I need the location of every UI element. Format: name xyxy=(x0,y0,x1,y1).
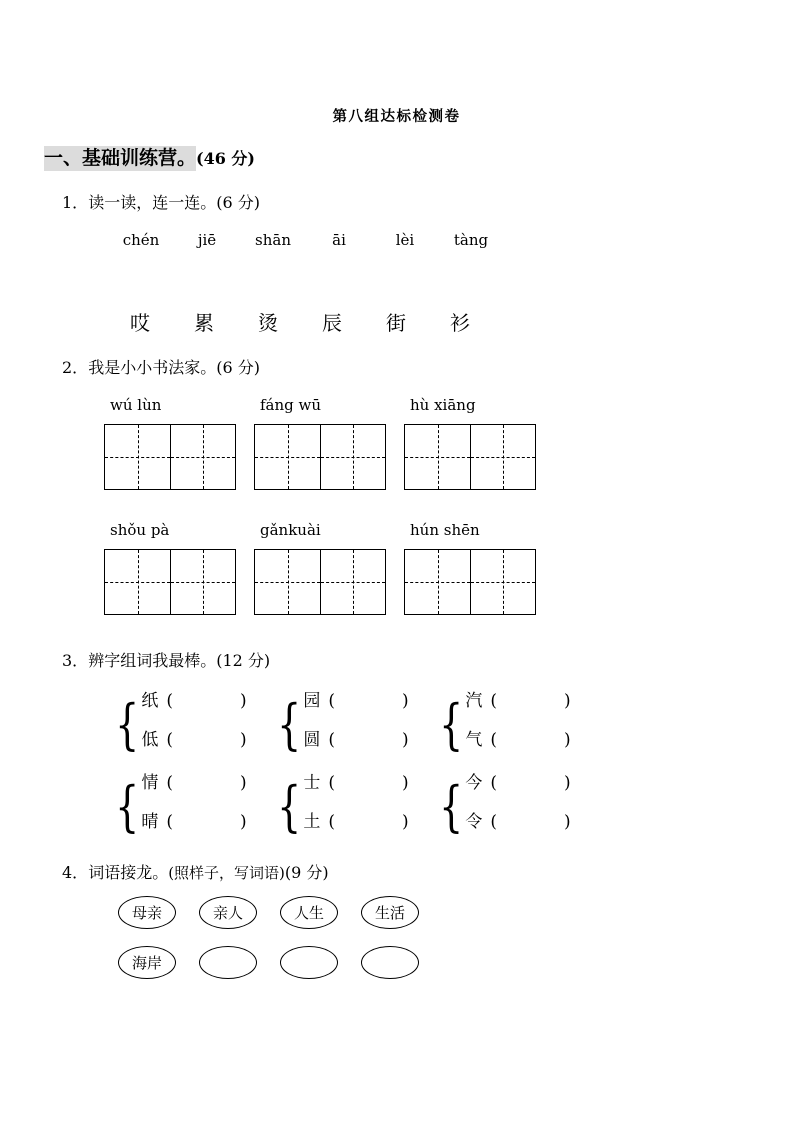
question-3-heading xyxy=(62,648,270,671)
section-heading xyxy=(44,148,255,170)
character-item: 哎 xyxy=(130,311,150,335)
question-2-heading xyxy=(62,355,260,378)
brace-icon: { xyxy=(277,693,302,757)
character-pair-row xyxy=(141,807,246,846)
answer-paren-open: ( xyxy=(490,691,497,711)
answer-paren-open: ( xyxy=(328,730,335,750)
answer-paren-close: ) xyxy=(564,773,571,793)
character-pair-group xyxy=(434,768,571,846)
grid-cell[interactable] xyxy=(170,425,235,489)
brace-icon: { xyxy=(439,775,464,839)
character-item: 烫 xyxy=(258,311,278,335)
character-item: 累 xyxy=(194,311,214,335)
grid-pinyin-label: hún shēn xyxy=(410,521,480,539)
word-chain-row xyxy=(118,896,419,929)
writing-grid-block xyxy=(104,521,236,615)
pair-character: 气 xyxy=(465,730,483,750)
pinyin-item: shān xyxy=(255,231,291,249)
answer-paren-close: ) xyxy=(240,730,247,750)
word-chain-bubble-empty[interactable] xyxy=(361,946,419,979)
pinyin-item: tàng xyxy=(453,231,489,249)
answer-paren-open: ( xyxy=(328,773,335,793)
page-title: 第八组达标检测卷 xyxy=(332,108,461,125)
grid-cell[interactable] xyxy=(105,550,170,614)
question-2-points: (6 分) xyxy=(216,358,260,377)
pinyin-item: jiē xyxy=(197,231,217,249)
question-1-character-row xyxy=(108,307,493,336)
grid-cell[interactable] xyxy=(170,550,235,614)
answer-paren-open: ( xyxy=(166,812,173,832)
question-4-points: (9 分) xyxy=(284,863,329,882)
word-chain-bubble[interactable]: 海岸 xyxy=(118,946,176,979)
pinyin-item: āi xyxy=(332,231,346,249)
character-pair-row xyxy=(141,725,246,764)
pair-character: 纸 xyxy=(141,691,159,711)
writing-grid-block xyxy=(104,396,236,490)
answer-paren-open: ( xyxy=(328,812,335,832)
answer-paren-open: ( xyxy=(166,773,173,793)
writing-grid-block xyxy=(254,396,386,490)
character-pair-group xyxy=(272,768,409,846)
question-2-number: 2． xyxy=(62,358,89,377)
answer-paren-open: ( xyxy=(490,730,497,750)
grid-cell[interactable] xyxy=(320,425,385,489)
character-pair-row xyxy=(141,686,246,725)
question-1-number: 1． xyxy=(62,193,89,212)
pinyin-item: chén xyxy=(122,231,160,249)
grid-pinyin-label: wú lùn xyxy=(110,396,162,414)
word-chain-bubble-empty[interactable] xyxy=(199,946,257,979)
answer-paren-close: ) xyxy=(402,773,409,793)
answer-paren-open: ( xyxy=(490,812,497,832)
answer-paren-open: ( xyxy=(166,730,173,750)
tianzige-grid[interactable] xyxy=(404,424,536,490)
character-pair-group xyxy=(110,768,247,846)
word-chain-bubble[interactable]: 生活 xyxy=(361,896,419,929)
question-1-pinyin-row xyxy=(108,231,508,249)
answer-paren-close: ) xyxy=(564,730,571,750)
pair-character: 圆 xyxy=(303,730,321,750)
question-1-heading xyxy=(62,190,260,213)
tianzige-grid[interactable] xyxy=(104,424,236,490)
grid-cell[interactable] xyxy=(105,425,170,489)
word-chain-bubble[interactable]: 人生 xyxy=(280,896,338,929)
tianzige-grid[interactable] xyxy=(404,549,536,615)
answer-paren-close: ) xyxy=(240,773,247,793)
pinyin-item: lèi xyxy=(395,231,415,249)
question-2-title: 我是小小书法家。 xyxy=(88,358,217,377)
brace-icon: { xyxy=(439,693,464,757)
grid-cell[interactable] xyxy=(405,425,470,489)
question-3-points: (12 分) xyxy=(216,651,271,670)
character-pair-row xyxy=(303,807,408,846)
question-3-title: 辨字组词我最棒。 xyxy=(88,651,217,670)
grid-pinyin-label: gǎnkuài xyxy=(260,521,321,539)
answer-paren-close: ) xyxy=(240,691,247,711)
character-pair-row xyxy=(465,768,570,807)
question-1-title: 读一读，连一连。 xyxy=(88,193,217,212)
section-heading-points: (46 分) xyxy=(196,149,255,168)
pair-character: 晴 xyxy=(141,812,159,832)
tianzige-grid[interactable] xyxy=(254,549,386,615)
pair-character: 园 xyxy=(303,691,321,711)
word-chain-bubble[interactable]: 母亲 xyxy=(118,896,176,929)
brace-icon: { xyxy=(115,775,140,839)
character-pair-row xyxy=(465,686,570,725)
character-pair-row xyxy=(303,686,408,725)
answer-paren-close: ) xyxy=(402,730,409,750)
character-pair-group xyxy=(434,686,571,764)
character-pair-row xyxy=(465,807,570,846)
brace-icon: { xyxy=(115,693,140,757)
grid-pinyin-label: hù xiāng xyxy=(410,396,476,414)
answer-paren-open: ( xyxy=(166,691,173,711)
answer-paren-close: ) xyxy=(240,812,247,832)
character-pair-group xyxy=(272,686,409,764)
section-heading-label: 一、基础训练营。 xyxy=(44,147,197,169)
character-pair-row xyxy=(303,725,408,764)
tianzige-grid[interactable] xyxy=(104,549,236,615)
grid-cell[interactable] xyxy=(470,550,535,614)
pair-character: 士 xyxy=(303,773,321,793)
answer-paren-open: ( xyxy=(490,773,497,793)
word-chain-bubble-empty[interactable] xyxy=(280,946,338,979)
question-4-number: 4． xyxy=(62,863,89,882)
grid-cell[interactable] xyxy=(405,550,470,614)
pair-character: 低 xyxy=(141,730,159,750)
character-pair-row xyxy=(141,768,246,807)
character-item: 衫 xyxy=(450,311,470,335)
character-pair-row xyxy=(465,725,570,764)
answer-paren-close: ) xyxy=(402,691,409,711)
writing-grid-block xyxy=(254,521,386,615)
word-chain-bubble[interactable]: 亲人 xyxy=(199,896,257,929)
grid-pinyin-label: fáng wū xyxy=(260,396,322,414)
question-4-title: 词语接龙。 xyxy=(88,863,169,882)
tianzige-grid[interactable] xyxy=(254,424,386,490)
question-4-note: (照样子，写词语) xyxy=(168,864,285,882)
grid-cell[interactable] xyxy=(255,550,320,614)
question-1-points: (6 分) xyxy=(216,193,260,212)
pair-character: 令 xyxy=(465,812,483,832)
pair-character: 情 xyxy=(141,773,159,793)
grid-cell[interactable] xyxy=(255,425,320,489)
character-item: 辰 xyxy=(322,311,342,335)
character-item: 街 xyxy=(386,311,406,335)
grid-cell[interactable] xyxy=(470,425,535,489)
pair-character: 今 xyxy=(465,773,483,793)
question-4-heading xyxy=(62,860,329,883)
brace-icon: { xyxy=(277,775,302,839)
grid-cell[interactable] xyxy=(320,550,385,614)
question-3-number: 3． xyxy=(62,651,89,670)
answer-paren-close: ) xyxy=(564,691,571,711)
pair-character: 土 xyxy=(303,812,321,832)
word-chain-row xyxy=(118,946,419,979)
writing-grid-block xyxy=(404,396,536,490)
answer-paren-close: ) xyxy=(564,812,571,832)
writing-grid-block xyxy=(404,521,536,615)
character-pair-row xyxy=(303,768,408,807)
grid-pinyin-label: shǒu pà xyxy=(110,521,170,539)
character-pair-group xyxy=(110,686,247,764)
pair-character: 汽 xyxy=(465,691,483,711)
answer-paren-close: ) xyxy=(402,812,409,832)
answer-paren-open: ( xyxy=(328,691,335,711)
